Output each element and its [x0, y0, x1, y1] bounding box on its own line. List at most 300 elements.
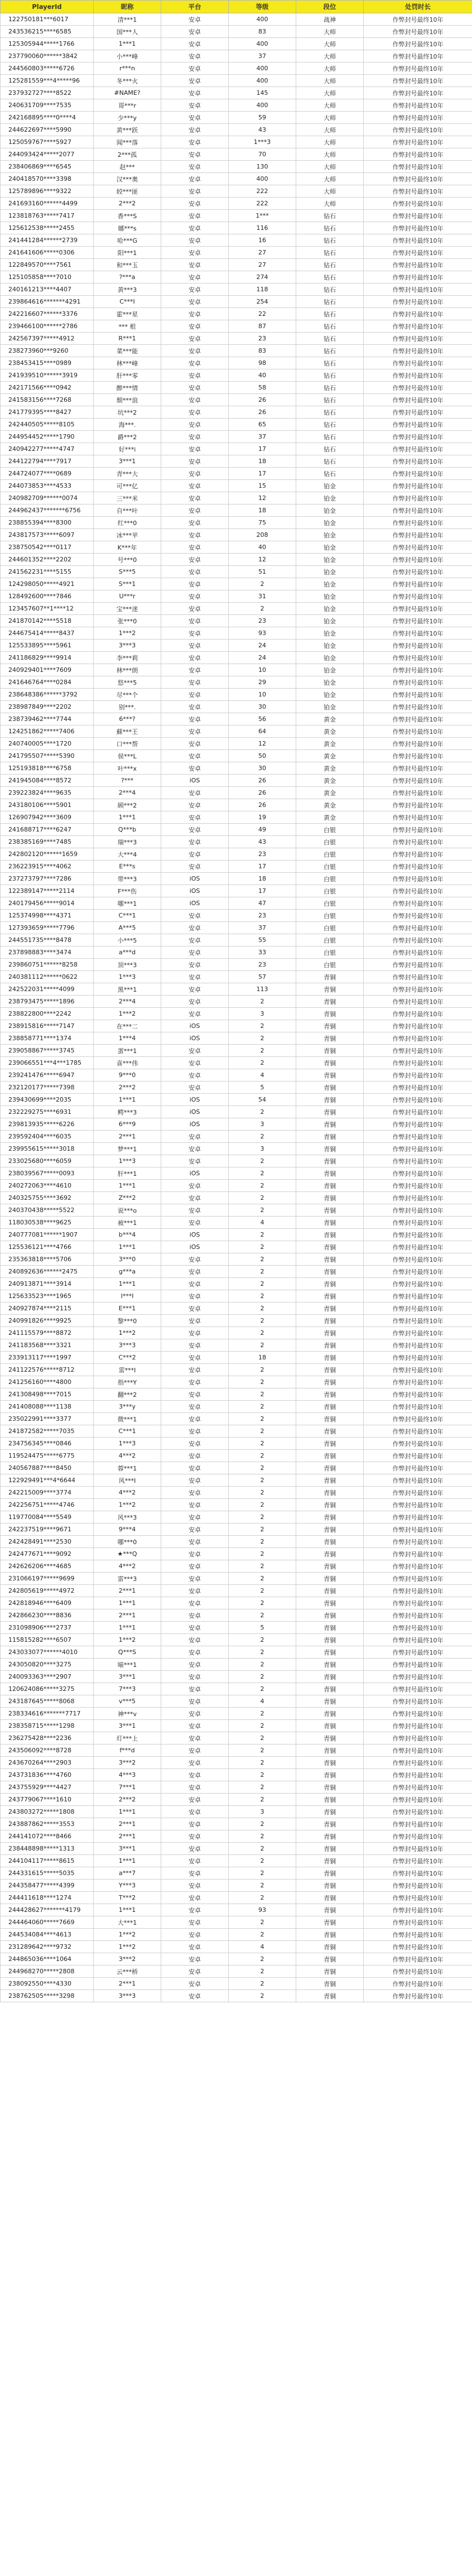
- player-id-cell: 240567887****8450: [1, 1462, 94, 1474]
- penalty-cell: 作弊封号最终10年: [364, 922, 472, 934]
- platform-cell: 安卓: [161, 1732, 229, 1744]
- level-cell: 2: [229, 1646, 296, 1659]
- platform-cell: 安卓: [161, 1548, 229, 1560]
- table-row: [1, 185, 472, 198]
- platform-cell: 安卓: [161, 1830, 229, 1843]
- table-row: [1, 517, 472, 529]
- nickname-cell: 哈***G: [94, 234, 161, 247]
- platform-cell: iOS: [161, 873, 229, 885]
- rank-cell: 铂金: [296, 529, 364, 541]
- rank-cell: 白银: [296, 959, 364, 971]
- penalty-cell: 作弊封号最终10年: [364, 1057, 472, 1069]
- level-cell: 2: [229, 1450, 296, 1462]
- player-id-cell: 231066197*****9699: [1, 1573, 94, 1585]
- nickname-cell: 蘇***王: [94, 725, 161, 738]
- penalty-cell: 作弊封号最终10年: [364, 1769, 472, 1781]
- nickname-cell: 顶***3: [94, 959, 161, 971]
- rank-cell: 铂金: [296, 640, 364, 652]
- penalty-cell: 作弊封号最终10年: [364, 1487, 472, 1499]
- level-cell: 27: [229, 247, 296, 259]
- level-cell: 2: [229, 1180, 296, 1192]
- nickname-cell: 1***4: [94, 1032, 161, 1045]
- table-row: [1, 603, 472, 615]
- rank-cell: 青铜: [296, 1941, 364, 1953]
- rank-cell: 钻石: [296, 259, 364, 271]
- rank-cell: 青铜: [296, 1192, 364, 1204]
- table-row: [1, 124, 472, 136]
- penalty-cell: 作弊封号最终10年: [364, 419, 472, 431]
- level-cell: 2: [229, 1818, 296, 1830]
- penalty-cell: 作弊封号最终10年: [364, 1266, 472, 1278]
- level-cell: 2: [229, 1597, 296, 1609]
- nickname-cell: 6***?: [94, 713, 161, 725]
- level-cell: 2: [229, 1020, 296, 1032]
- table-row: [1, 38, 472, 50]
- level-cell: 2: [229, 1315, 296, 1327]
- rank-cell: 青铜: [296, 1008, 364, 1020]
- table-row: [1, 1965, 472, 1978]
- rank-cell: 黄金: [296, 725, 364, 738]
- platform-cell: 安卓: [161, 222, 229, 234]
- nickname-cell: ?***: [94, 775, 161, 787]
- rank-cell: 铂金: [296, 480, 364, 492]
- rank-cell: 大师: [296, 38, 364, 50]
- penalty-cell: 作弊封号最终10年: [364, 738, 472, 750]
- nickname-cell: 颓***浪: [94, 394, 161, 406]
- nickname-cell: a***d: [94, 946, 161, 959]
- platform-cell: iOS: [161, 897, 229, 910]
- platform-cell: iOS: [161, 1229, 229, 1241]
- table-row: [1, 1352, 472, 1364]
- penalty-cell: 作弊封号最终10年: [364, 689, 472, 701]
- level-cell: 3: [229, 1143, 296, 1155]
- penalty-cell: 作弊封号最终10年: [364, 1229, 472, 1241]
- penalty-cell: 作弊封号最终10年: [364, 1609, 472, 1622]
- nickname-cell: 梦***1: [94, 1143, 161, 1155]
- player-id-cell: 242818946****6409: [1, 1597, 94, 1609]
- penalty-cell: 作弊封号最终10年: [364, 554, 472, 566]
- player-id-cell: 241256160****4800: [1, 1376, 94, 1388]
- rank-cell: 青铜: [296, 1045, 364, 1057]
- rank-cell: 钻石: [296, 406, 364, 419]
- platform-cell: 安卓: [161, 1008, 229, 1020]
- player-id-cell: 242428491****2530: [1, 1536, 94, 1548]
- platform-cell: 安卓: [161, 1609, 229, 1622]
- header-row: [1, 1, 472, 13]
- rank-cell: 青铜: [296, 1904, 364, 1916]
- level-cell: 31: [229, 590, 296, 603]
- platform-cell: 安卓: [161, 554, 229, 566]
- table-row: [1, 1781, 472, 1794]
- table-row: [1, 922, 472, 934]
- player-id-cell: 239955615*****3018: [1, 1143, 94, 1155]
- nickname-cell: 悠***5: [94, 676, 161, 689]
- platform-cell: 安卓: [161, 1352, 229, 1364]
- nickname-cell: ★***Q: [94, 1548, 161, 1560]
- level-cell: 2: [229, 1438, 296, 1450]
- platform-cell: 安卓: [161, 1573, 229, 1585]
- level-cell: 56: [229, 713, 296, 725]
- platform-cell: 安卓: [161, 1929, 229, 1941]
- penalty-cell: 作弊封号最终10年: [364, 99, 472, 112]
- table-row: [1, 308, 472, 320]
- platform-cell: 安卓: [161, 1327, 229, 1339]
- table-row: [1, 824, 472, 836]
- player-id-cell: 240892636******2475: [1, 1266, 94, 1278]
- player-id-cell: 237932727****8522: [1, 87, 94, 99]
- level-cell: 51: [229, 566, 296, 578]
- level-cell: 2: [229, 1978, 296, 1990]
- rank-cell: 青铜: [296, 1327, 364, 1339]
- nickname-cell: I***I: [94, 1290, 161, 1303]
- nickname-cell: 哪***1: [94, 897, 161, 910]
- level-cell: 2: [229, 1474, 296, 1487]
- nickname-cell: 4***2: [94, 1560, 161, 1573]
- platform-cell: 安卓: [161, 1413, 229, 1425]
- table-row: [1, 1032, 472, 1045]
- player-id-cell: 125612538*****2455: [1, 222, 94, 234]
- rank-cell: 青铜: [296, 1450, 364, 1462]
- penalty-cell: 作弊封号最终10年: [364, 1032, 472, 1045]
- table-row: [1, 1364, 472, 1376]
- player-id-cell: 242626206****4685: [1, 1560, 94, 1573]
- penalty-cell: 作弊封号最终10年: [364, 787, 472, 799]
- table-row: [1, 1646, 472, 1659]
- level-cell: 30: [229, 701, 296, 713]
- rank-cell: 黄金: [296, 811, 364, 824]
- rank-cell: 白银: [296, 861, 364, 873]
- rank-cell: 钻石: [296, 283, 364, 296]
- player-id-cell: 120624086*****3275: [1, 1683, 94, 1695]
- player-id-cell: 242237519****9671: [1, 1524, 94, 1536]
- platform-cell: 安卓: [161, 1757, 229, 1769]
- nickname-cell: 灯***上: [94, 1732, 161, 1744]
- player-id-cell: 242567397*****4912: [1, 333, 94, 345]
- platform-cell: 安卓: [161, 75, 229, 87]
- penalty-cell: 作弊封号最终10年: [364, 296, 472, 308]
- platform-cell: 安卓: [161, 296, 229, 308]
- header-penalty: 处罚时长: [364, 1, 472, 13]
- rank-cell: 青铜: [296, 1965, 364, 1978]
- penalty-cell: 作弊封号最终10年: [364, 136, 472, 148]
- rank-cell: 白银: [296, 873, 364, 885]
- table-row: [1, 63, 472, 75]
- level-cell: 24: [229, 652, 296, 664]
- nickname-cell: 1***1: [94, 1094, 161, 1106]
- platform-cell: 安卓: [161, 1487, 229, 1499]
- player-id-cell: 241308498****7015: [1, 1388, 94, 1401]
- nickname-cell: 1***3: [94, 971, 161, 983]
- level-cell: 2: [229, 1585, 296, 1597]
- nickname-cell: 肝***1: [94, 1167, 161, 1180]
- platform-cell: 安卓: [161, 1278, 229, 1290]
- nickname-cell: Z***2: [94, 1192, 161, 1204]
- level-cell: 2: [229, 1278, 296, 1290]
- player-id-cell: 238039567*****0093: [1, 1167, 94, 1180]
- player-id-cell: 239241476*****6947: [1, 1069, 94, 1082]
- platform-cell: 安卓: [161, 480, 229, 492]
- table-row: [1, 1830, 472, 1843]
- table-row: [1, 775, 472, 787]
- header-rank: 段位: [296, 1, 364, 13]
- penalty-cell: 作弊封号最终10年: [364, 1131, 472, 1143]
- platform-cell: 安卓: [161, 1585, 229, 1597]
- platform-cell: 安卓: [161, 1155, 229, 1167]
- table-row: [1, 1462, 472, 1474]
- table-row: [1, 529, 472, 541]
- nickname-cell: 1***1: [94, 1622, 161, 1634]
- rank-cell: 青铜: [296, 1720, 364, 1732]
- nickname-cell: 2***1: [94, 1609, 161, 1622]
- rank-cell: 黄金: [296, 787, 364, 799]
- rank-cell: 白银: [296, 934, 364, 946]
- rank-cell: 青铜: [296, 1425, 364, 1438]
- rank-cell: 钻石: [296, 455, 364, 468]
- table-row: [1, 1401, 472, 1413]
- rank-cell: 青铜: [296, 1843, 364, 1855]
- level-cell: 2: [229, 1990, 296, 2002]
- platform-cell: 安卓: [161, 848, 229, 861]
- level-cell: 50: [229, 750, 296, 762]
- rank-cell: 青铜: [296, 1143, 364, 1155]
- platform-cell: 安卓: [161, 382, 229, 394]
- penalty-cell: 作弊封号最终10年: [364, 1818, 472, 1830]
- table-row: [1, 1904, 472, 1916]
- rank-cell: 青铜: [296, 1732, 364, 1744]
- player-id-cell: 241186829****9914: [1, 652, 94, 664]
- rank-cell: 铂金: [296, 517, 364, 529]
- level-cell: 4: [229, 1941, 296, 1953]
- penalty-cell: 作弊封号最终10年: [364, 13, 472, 26]
- player-id-cell: 240982709******0074: [1, 492, 94, 504]
- platform-cell: 安卓: [161, 1965, 229, 1978]
- table-row: [1, 1843, 472, 1855]
- platform-cell: 安卓: [161, 1069, 229, 1082]
- table-row: [1, 1867, 472, 1880]
- platform-cell: 安卓: [161, 1904, 229, 1916]
- platform-cell: 安卓: [161, 1376, 229, 1388]
- platform-cell: 安卓: [161, 787, 229, 799]
- rank-cell: 青铜: [296, 1290, 364, 1303]
- rank-cell: 青铜: [296, 1155, 364, 1167]
- player-id-cell: 232229275****6931: [1, 1106, 94, 1118]
- level-cell: 2: [229, 1781, 296, 1794]
- level-cell: 18: [229, 873, 296, 885]
- nickname-cell: 娜***s: [94, 222, 161, 234]
- table-row: [1, 468, 472, 480]
- rank-cell: 青铜: [296, 1217, 364, 1229]
- level-cell: 27: [229, 259, 296, 271]
- penalty-cell: 作弊封号最终10年: [364, 234, 472, 247]
- nickname-cell: 2***4: [94, 787, 161, 799]
- player-id-cell: 122750181***6017: [1, 13, 94, 26]
- nickname-cell: 2***4: [94, 996, 161, 1008]
- rank-cell: 青铜: [296, 1401, 364, 1413]
- player-id-cell: 238822800****2242: [1, 1008, 94, 1020]
- rank-cell: 白银: [296, 885, 364, 897]
- platform-cell: 安卓: [161, 1303, 229, 1315]
- nickname-cell: 阳***1: [94, 247, 161, 259]
- rank-cell: 钻石: [296, 222, 364, 234]
- level-cell: 65: [229, 419, 296, 431]
- platform-cell: 安卓: [161, 701, 229, 713]
- nickname-cell: 2***孤: [94, 148, 161, 161]
- player-id-cell: 243536215****6585: [1, 26, 94, 38]
- level-cell: 2: [229, 1671, 296, 1683]
- nickname-cell: 被***1: [94, 1217, 161, 1229]
- platform-cell: 安卓: [161, 357, 229, 369]
- player-id-cell: 237898883****3474: [1, 946, 94, 959]
- platform-cell: 安卓: [161, 173, 229, 185]
- platform-cell: 安卓: [161, 1266, 229, 1278]
- rank-cell: 青铜: [296, 1266, 364, 1278]
- nickname-cell: 1***1: [94, 38, 161, 50]
- penalty-cell: 作弊封号最终10年: [364, 578, 472, 590]
- nickname-cell: 3***0: [94, 1253, 161, 1266]
- player-id-cell: 238762505*****3298: [1, 1990, 94, 2002]
- table-row: [1, 1757, 472, 1769]
- platform-cell: 安卓: [161, 1843, 229, 1855]
- player-id-cell: 240631709****7535: [1, 99, 94, 112]
- nickname-cell: 带***3: [94, 873, 161, 885]
- level-cell: 118: [229, 283, 296, 296]
- rank-cell: 钻石: [296, 468, 364, 480]
- platform-cell: 安卓: [161, 971, 229, 983]
- level-cell: 116: [229, 222, 296, 234]
- table-row: [1, 750, 472, 762]
- nickname-cell: 口***帮: [94, 738, 161, 750]
- player-id-cell: 238858771****1374: [1, 1032, 94, 1045]
- penalty-cell: 作弊封号最终10年: [364, 1352, 472, 1364]
- player-id-cell: 123457607**1****12: [1, 603, 94, 615]
- platform-cell: 安卓: [161, 345, 229, 357]
- player-id-cell: 244093424*****2077: [1, 148, 94, 161]
- penalty-cell: 作弊封号最终10年: [364, 1929, 472, 1941]
- platform-cell: 安卓: [161, 1953, 229, 1965]
- rank-cell: 青铜: [296, 1499, 364, 1511]
- player-id-cell: 240161213****4407: [1, 283, 94, 296]
- rank-cell: 大师: [296, 148, 364, 161]
- platform-cell: iOS: [161, 1118, 229, 1131]
- penalty-cell: 作弊封号最终10年: [364, 1180, 472, 1192]
- rank-cell: 青铜: [296, 1057, 364, 1069]
- table-row: [1, 333, 472, 345]
- table-row: [1, 1303, 472, 1315]
- penalty-cell: 作弊封号最终10年: [364, 824, 472, 836]
- rank-cell: 黄金: [296, 738, 364, 750]
- penalty-cell: 作弊封号最终10年: [364, 1511, 472, 1524]
- table-row: [1, 554, 472, 566]
- nickname-cell: 侯***L: [94, 750, 161, 762]
- penalty-cell: 作弊封号最终10年: [364, 1155, 472, 1167]
- player-id-cell: 240929401****7609: [1, 664, 94, 676]
- platform-cell: 安卓: [161, 161, 229, 173]
- player-id-cell: 238915816*****7147: [1, 1020, 94, 1032]
- penalty-cell: 作弊封号最终10年: [364, 1327, 472, 1339]
- platform-cell: iOS: [161, 1241, 229, 1253]
- player-id-cell: 125059767****5927: [1, 136, 94, 148]
- table-row: [1, 1916, 472, 1929]
- nickname-cell: K***年: [94, 541, 161, 554]
- rank-cell: 钻石: [296, 382, 364, 394]
- table-row: [1, 983, 472, 996]
- penalty-cell: 作弊封号最终10年: [364, 1204, 472, 1217]
- nickname-cell: 2***1: [94, 1818, 161, 1830]
- table-row: [1, 934, 472, 946]
- level-cell: 2: [229, 1843, 296, 1855]
- player-id-cell: 244551735****8478: [1, 934, 94, 946]
- rank-cell: 钻石: [296, 345, 364, 357]
- table-row: [1, 1720, 472, 1732]
- nickname-cell: g***a: [94, 1266, 161, 1278]
- table-row: [1, 296, 472, 308]
- player-id-cell: 124298050*****4921: [1, 578, 94, 590]
- level-cell: 400: [229, 75, 296, 87]
- platform-cell: 安卓: [161, 541, 229, 554]
- rank-cell: 青铜: [296, 1953, 364, 1965]
- nickname-cell: 6***9: [94, 1118, 161, 1131]
- table-row: [1, 222, 472, 234]
- rank-cell: 青铜: [296, 1438, 364, 1450]
- penalty-cell: 作弊封号最终10年: [364, 701, 472, 713]
- platform-cell: 安卓: [161, 99, 229, 112]
- level-cell: 26: [229, 406, 296, 419]
- rank-cell: 青铜: [296, 1131, 364, 1143]
- rank-cell: 青铜: [296, 1315, 364, 1327]
- table-row: [1, 971, 472, 983]
- table-row: [1, 1941, 472, 1953]
- player-id-cell: 244122794****7917: [1, 455, 94, 468]
- player-id-cell: 239466100******2786: [1, 320, 94, 333]
- nickname-cell: Q***S: [94, 1646, 161, 1659]
- platform-cell: 安卓: [161, 1450, 229, 1462]
- table-row: [1, 1180, 472, 1192]
- level-cell: 23: [229, 848, 296, 861]
- platform-cell: 安卓: [161, 811, 229, 824]
- rank-cell: 青铜: [296, 971, 364, 983]
- level-cell: 2: [229, 996, 296, 1008]
- nickname-cell: 3***1: [94, 1671, 161, 1683]
- level-cell: 2: [229, 1057, 296, 1069]
- penalty-cell: 作弊封号最终10年: [364, 1560, 472, 1573]
- platform-cell: 安卓: [161, 1082, 229, 1094]
- table-row: [1, 1155, 472, 1167]
- player-id-cell: 241693160******4499: [1, 198, 94, 210]
- player-id-cell: 244724077****0689: [1, 468, 94, 480]
- platform-cell: 安卓: [161, 1499, 229, 1511]
- table-row: [1, 996, 472, 1008]
- nickname-cell: 喵***1: [94, 1659, 161, 1671]
- platform-cell: 安卓: [161, 443, 229, 455]
- platform-cell: 安卓: [161, 1143, 229, 1155]
- player-id-cell: 241641606*****0306: [1, 247, 94, 259]
- penalty-cell: 作弊封号最终10年: [364, 148, 472, 161]
- rank-cell: 青铜: [296, 1388, 364, 1401]
- nickname-cell: 李***莉: [94, 652, 161, 664]
- level-cell: 2: [229, 1253, 296, 1266]
- nickname-cell: 海***.: [94, 419, 161, 431]
- nickname-cell: 黄***3: [94, 283, 161, 296]
- penalty-cell: 作弊封号最终10年: [364, 38, 472, 50]
- nickname-cell: 汉***奥: [94, 173, 161, 185]
- rank-cell: 钻石: [296, 308, 364, 320]
- penalty-cell: 作弊封号最终10年: [364, 26, 472, 38]
- player-id-cell: 238648386******3792: [1, 689, 94, 701]
- penalty-cell: 作弊封号最终10年: [364, 836, 472, 848]
- level-cell: 40: [229, 369, 296, 382]
- platform-cell: 安卓: [161, 1622, 229, 1634]
- player-id-cell: 238358715*****1298: [1, 1720, 94, 1732]
